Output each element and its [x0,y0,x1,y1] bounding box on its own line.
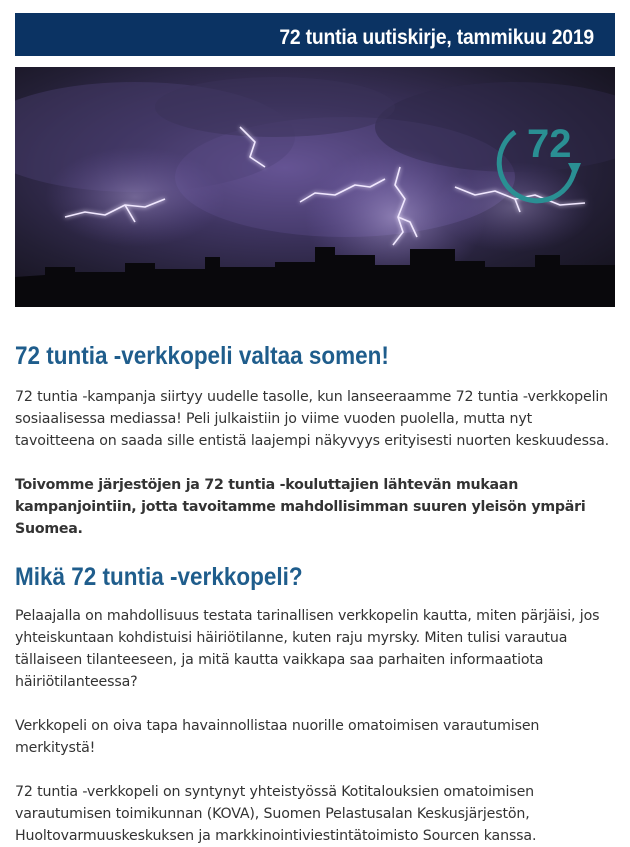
section-heading: 72 tuntia -verkkopeli valtaa somen! [15,342,389,370]
newsletter-header [15,13,615,61]
paragraph: Verkkopeli on oiva tapa havainnollistaa nuorille omatoimisen varautumisen merkitystä! [15,718,540,756]
hero-image [15,67,615,307]
paragraph-bold: Toivomme järjestöjen ja 72 tuntia -kouluttajien lähtevän mukaan kampanjointiin, jotta tavoitamme mahdollisimman suuren yleisön ympäri Suomea. [15,477,586,537]
svg-text:72: 72 [527,122,572,166]
paragraph: Pelaajalla on mahdollisuus testata tarinallisen verkkopelin kautta, miten pärjäisi, jos yhteiskuntaan kohdistuisi häiriötilanne, kuten raju myrsky. Miten tulisi varautua tällaiseen tilanteeseen, ja mitä kautta vaikkapa saa parhaiten informaatiota häiriötilanteessa? [15,608,600,690]
section-heading: Mikä 72 tuntia -verkkopeli? [15,563,303,591]
paragraph: 72 tuntia -verkkopeli on syntynyt yhteistyössä Kotitalouksien omatoimisen varautumisen toimikunnan (KOVA), Suomen Pelastusalan Keskusjärjestön, Huoltovarmuuskeskuksen ja markkinointiviestintätoimisto Sourcen kanssa. [15,784,537,844]
article-content [15,340,615,847]
paragraph: 72 tuntia -kampanja siirtyy uudelle tasolle, kun lanseeraamme 72 tuntia -verkkopelin sosiaalisessa mediassa! Peli julkaistiin jo viime vuoden puolella, mutta nyt tavoitteena on saada sille entistä laajempi näkyvyys erityisesti nuorten keskuudessa. [15,389,610,449]
newsletter-title: 72 tuntia uutiskirje, tammikuu 2019 [279,26,594,49]
